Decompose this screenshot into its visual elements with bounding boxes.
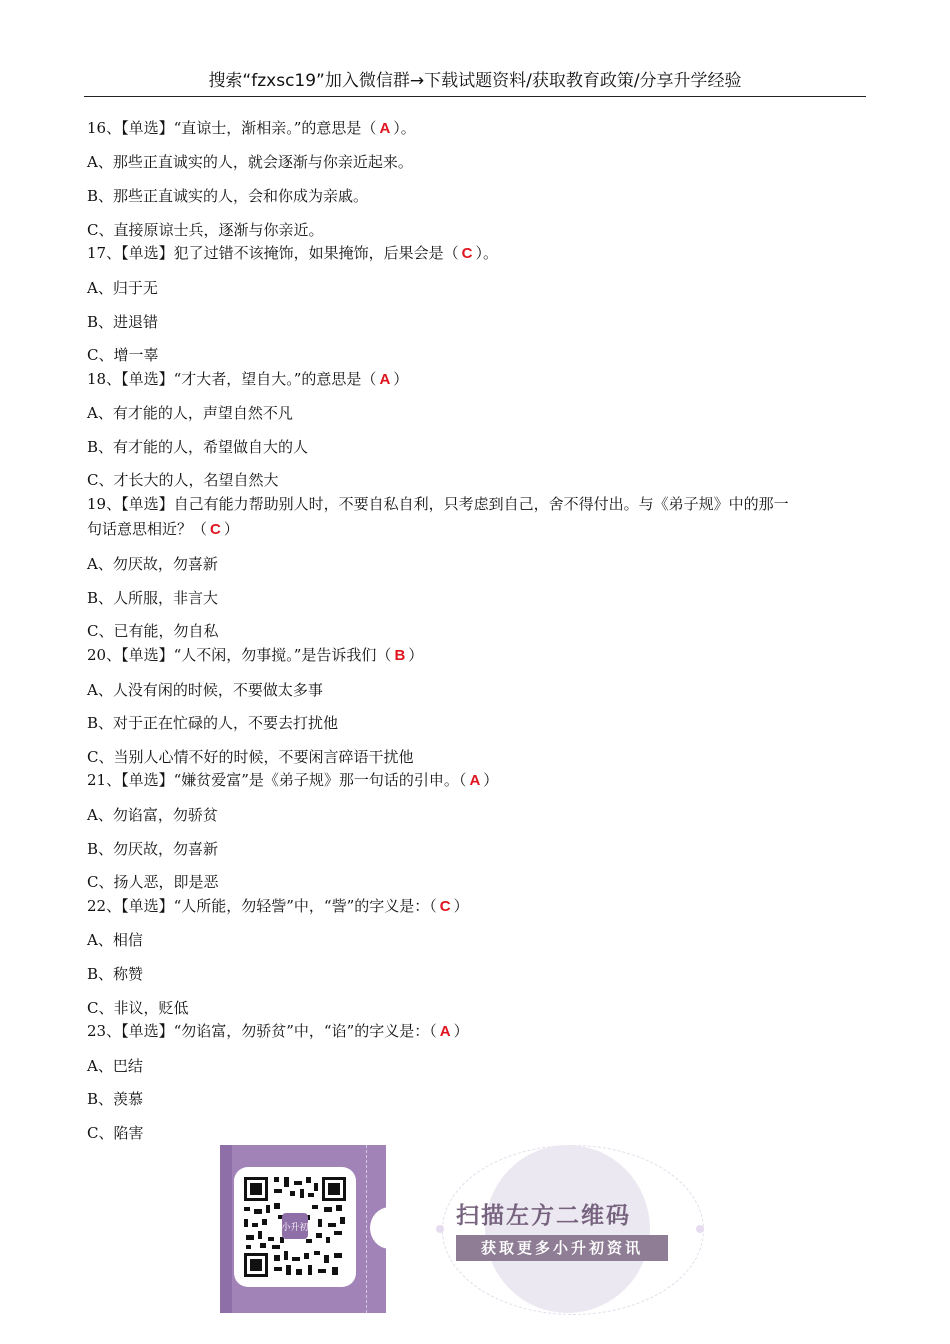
answer-letter: C [210, 521, 221, 538]
card-dashed-line [366, 1145, 367, 1313]
option-c: C、增一辜 [87, 346, 159, 364]
header-text: 搜索“fzxsc19”加入微信群→下载试题资料/获取教育政策/分享升学经验 [208, 71, 742, 91]
option-c: C、当别人心情不好的时候，不要闲言碎语干扰他 [87, 748, 414, 766]
option-a: A、相信 [87, 931, 143, 949]
option-a: A、人没有闲的时候，不要做太多事 [87, 681, 323, 699]
option-b: B、称赞 [87, 965, 144, 983]
card-stripe [220, 1145, 232, 1313]
option-c: C、已有能，勿自私 [87, 622, 219, 640]
option-a: A、归于无 [87, 279, 158, 297]
question-stem: 23、【单选】“勿谄富，勿骄贫”中，“谄”的字义是：（ A ） [87, 1022, 469, 1040]
option-b: B、人所服，非言大 [87, 589, 219, 607]
option-b: B、有才能的人，希望做自大的人 [87, 438, 309, 456]
qr-center-label: 小升初 [281, 1223, 309, 1233]
option-c: C、非议，贬低 [87, 999, 189, 1017]
option-a: A、有才能的人，声望自然不凡 [87, 404, 293, 422]
option-b: B、那些正直诚实的人，会和你成为亲戚。 [87, 187, 369, 205]
scan-qr-text: 扫描左方二维码 [456, 1203, 631, 1229]
page-header [84, 66, 866, 97]
promo-banner [220, 1145, 710, 1313]
qr-code-icon [234, 1167, 356, 1287]
answer-letter: A [439, 1023, 451, 1040]
option-a: A、那些正直诚实的人，就会逐渐与你亲近起来。 [87, 153, 413, 171]
option-b: B、羡慕 [87, 1090, 144, 1108]
option-a: A、巴结 [87, 1057, 143, 1075]
qr-card [220, 1145, 386, 1313]
card-notch [370, 1207, 410, 1249]
answer-letter: A [379, 120, 391, 137]
option-c: C、直接原谅士兵，逐渐与你亲近。 [87, 221, 324, 239]
answer-letter: B [394, 647, 406, 664]
qr-code [234, 1167, 356, 1287]
question-stem: 句话意思相近？（ C ） [87, 520, 239, 538]
question-stem: 20、【单选】“人不闲，勿事搅。”是告诉我们（ B ） [87, 646, 424, 664]
answer-letter: C [439, 898, 451, 915]
option-b: B、进退错 [87, 313, 159, 331]
question-stem: 22、【单选】“人所能，勿轻訾”中，“訾”的字义是：（ C ） [87, 897, 469, 915]
option-b: B、对于正在忙碌的人，不要去打扰他 [87, 714, 339, 732]
question-stem: 21、【单选】“嫌贫爱富”是《弟子规》那一句话的引申。（ A ） [87, 771, 499, 789]
question-stem: 16、【单选】“直谅士，渐相亲。”的意思是（ A ）。 [87, 119, 416, 137]
answer-letter: C [461, 245, 473, 262]
more-info-label: 获取更多小升初资讯 [456, 1235, 668, 1261]
option-c: C、扬人恶，即是恶 [87, 873, 219, 891]
question-stem-line1: 19、【单选】自己有能力帮助别人时，不要自私自利，只考虑到自己，舍不得付出。与《弟子规》中的那一 [87, 495, 789, 513]
option-c: C、才长大的人，名望自然大 [87, 471, 279, 489]
decorative-dot [436, 1225, 444, 1233]
answer-letter: A [379, 371, 391, 388]
question-stem: 18、【单选】“才大者，望自大。”的意思是（ A ） [87, 370, 409, 388]
option-a: A、勿厌故，勿喜新 [87, 555, 218, 573]
answer-letter: A [469, 772, 481, 789]
question-stem: 17、【单选】犯了过错不该掩饰，如果掩饰，后果会是（ C ）。 [87, 244, 498, 262]
decorative-dot [696, 1225, 704, 1233]
option-b: B、勿厌故，勿喜新 [87, 840, 219, 858]
option-c: C、陷害 [87, 1124, 144, 1142]
option-a: A、勿谄富，勿骄贫 [87, 806, 218, 824]
